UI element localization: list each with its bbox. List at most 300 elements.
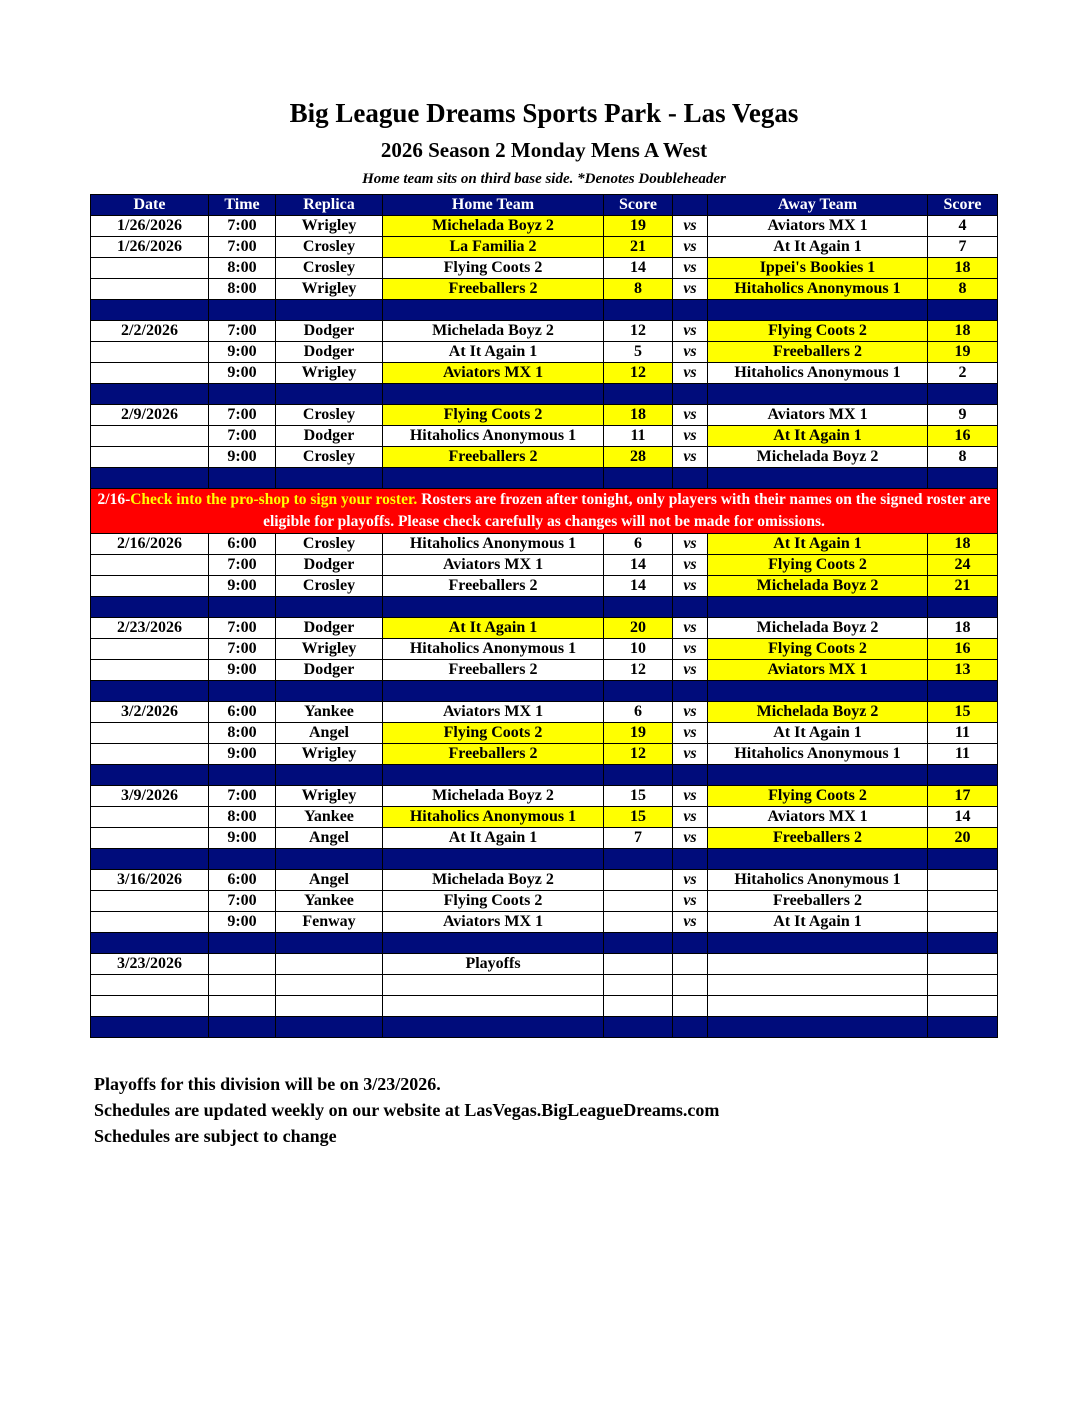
- away-team-cell: Michelada Boyz 2: [708, 447, 928, 468]
- time-cell: 9:00: [209, 660, 276, 681]
- home-team-cell: Aviators MX 1: [383, 363, 604, 384]
- game-row: [91, 702, 998, 723]
- away-team-cell: Michelada Boyz 2: [708, 702, 928, 723]
- away-score-cell: 18: [928, 258, 998, 279]
- time-cell: 8:00: [209, 279, 276, 300]
- away-score-cell: 8: [928, 279, 998, 300]
- schedule-body: [91, 216, 998, 1038]
- home-score-cell: 14: [604, 555, 673, 576]
- separator-cell: [708, 849, 928, 870]
- separator-cell: [928, 300, 998, 321]
- away-team-cell: Freeballers 2: [708, 828, 928, 849]
- date-cell: 1/26/2026: [91, 216, 209, 237]
- separator-cell: [209, 1017, 276, 1038]
- separator-cell: [91, 597, 209, 618]
- home-score-cell: [604, 870, 673, 891]
- home-team-cell: Michelada Boyz 2: [383, 216, 604, 237]
- date-cell: 2/2/2026: [91, 321, 209, 342]
- home-team-cell: Flying Coots 2: [383, 891, 604, 912]
- away-score-cell: 19: [928, 342, 998, 363]
- date-cell: [91, 660, 209, 681]
- date-cell: [91, 723, 209, 744]
- away-score-cell: 8: [928, 447, 998, 468]
- time-cell: 7:00: [209, 786, 276, 807]
- separator-cell: [276, 384, 383, 405]
- vs-cell: vs: [673, 786, 708, 807]
- replica-cell: [276, 954, 383, 975]
- time-cell: 9:00: [209, 447, 276, 468]
- vs-cell: vs: [673, 321, 708, 342]
- home-team-cell: Michelada Boyz 2: [383, 786, 604, 807]
- date-cell: 3/16/2026: [91, 870, 209, 891]
- week-separator-row: [91, 849, 998, 870]
- home-team-cell: Hitaholics Anonymous 1: [383, 639, 604, 660]
- vs-cell: vs: [673, 216, 708, 237]
- home-score-cell: 15: [604, 786, 673, 807]
- separator-cell: [276, 933, 383, 954]
- vs-cell: vs: [673, 807, 708, 828]
- home-team-cell: Hitaholics Anonymous 1: [383, 807, 604, 828]
- game-row: [91, 996, 998, 1017]
- replica-cell: Wrigley: [276, 639, 383, 660]
- away-team-cell: At It Again 1: [708, 426, 928, 447]
- home-team-cell: [383, 996, 604, 1017]
- game-row: [91, 912, 998, 933]
- replica-cell: Crosley: [276, 405, 383, 426]
- replica-cell: Crosley: [276, 534, 383, 555]
- time-cell: 6:00: [209, 534, 276, 555]
- away-score-cell: 17: [928, 786, 998, 807]
- away-team-cell: Aviators MX 1: [708, 216, 928, 237]
- vs-cell: vs: [673, 912, 708, 933]
- roster-notice-row: [91, 489, 998, 534]
- separator-cell: [209, 765, 276, 786]
- time-cell: 9:00: [209, 744, 276, 765]
- time-cell: 7:00: [209, 891, 276, 912]
- time-cell: 6:00: [209, 870, 276, 891]
- week-separator-row: [91, 300, 998, 321]
- home-team-cell: Hitaholics Anonymous 1: [383, 426, 604, 447]
- footer-change-note: Schedules are subject to change: [94, 1126, 337, 1146]
- replica-cell: Crosley: [276, 258, 383, 279]
- separator-cell: [383, 597, 604, 618]
- week-separator-row: [91, 1017, 998, 1038]
- date-cell: [91, 639, 209, 660]
- separator-cell: [91, 1017, 209, 1038]
- date-cell: [91, 891, 209, 912]
- away-team-cell: Ippei's Bookies 1: [708, 258, 928, 279]
- separator-cell: [383, 765, 604, 786]
- separator-cell: [604, 849, 673, 870]
- away-team-cell: Michelada Boyz 2: [708, 576, 928, 597]
- game-row: [91, 237, 998, 258]
- away-score-cell: 18: [928, 618, 998, 639]
- separator-cell: [276, 597, 383, 618]
- replica-cell: Crosley: [276, 447, 383, 468]
- separator-cell: [604, 597, 673, 618]
- home-score-cell: 19: [604, 216, 673, 237]
- vs-cell: vs: [673, 447, 708, 468]
- date-cell: [91, 975, 209, 996]
- away-score-cell: 24: [928, 555, 998, 576]
- time-cell: 7:00: [209, 237, 276, 258]
- home-score-cell: 8: [604, 279, 673, 300]
- week-separator-row: [91, 765, 998, 786]
- time-cell: 9:00: [209, 342, 276, 363]
- replica-cell: Angel: [276, 870, 383, 891]
- away-score-cell: 18: [928, 321, 998, 342]
- date-cell: [91, 363, 209, 384]
- date-cell: 1/26/2026: [91, 237, 209, 258]
- separator-cell: [209, 849, 276, 870]
- vs-cell: [673, 996, 708, 1017]
- game-row: [91, 870, 998, 891]
- separator-cell: [708, 681, 928, 702]
- home-score-cell: 21: [604, 237, 673, 258]
- separator-cell: [604, 384, 673, 405]
- date-cell: 3/9/2026: [91, 786, 209, 807]
- schedule-table: [90, 194, 998, 1038]
- away-score-cell: 11: [928, 723, 998, 744]
- vs-cell: vs: [673, 534, 708, 555]
- home-score-cell: 11: [604, 426, 673, 447]
- time-cell: 9:00: [209, 912, 276, 933]
- vs-cell: [673, 975, 708, 996]
- home-team-cell: Freeballers 2: [383, 576, 604, 597]
- vs-cell: vs: [673, 744, 708, 765]
- time-cell: 7:00: [209, 555, 276, 576]
- away-score-cell: 7: [928, 237, 998, 258]
- time-cell: 7:00: [209, 618, 276, 639]
- away-team-cell: Flying Coots 2: [708, 555, 928, 576]
- away-score-cell: 14: [928, 807, 998, 828]
- away-score-cell: 21: [928, 576, 998, 597]
- week-separator-row: [91, 681, 998, 702]
- game-row: [91, 279, 998, 300]
- home-score-cell: 12: [604, 660, 673, 681]
- separator-cell: [276, 765, 383, 786]
- away-score-cell: 20: [928, 828, 998, 849]
- replica-cell: [276, 996, 383, 1017]
- separator-cell: [383, 1017, 604, 1038]
- separator-cell: [673, 933, 708, 954]
- date-cell: [91, 426, 209, 447]
- date-cell: [91, 912, 209, 933]
- away-score-cell: [928, 912, 998, 933]
- table-header-row: [91, 195, 998, 216]
- separator-cell: [928, 1017, 998, 1038]
- separator-cell: [91, 765, 209, 786]
- home-score-cell: [604, 912, 673, 933]
- time-cell: 9:00: [209, 828, 276, 849]
- game-row: [91, 258, 998, 279]
- footer-playoffs-note: Playoffs for this division will be on 3/23/2026.: [94, 1074, 441, 1094]
- replica-cell: Yankee: [276, 891, 383, 912]
- away-team-cell: At It Again 1: [708, 534, 928, 555]
- replica-cell: Dodger: [276, 426, 383, 447]
- time-cell: [209, 975, 276, 996]
- game-row: [91, 576, 998, 597]
- time-cell: 9:00: [209, 576, 276, 597]
- replica-cell: Dodger: [276, 555, 383, 576]
- away-team-cell: Hitaholics Anonymous 1: [708, 279, 928, 300]
- home-team-cell: [383, 975, 604, 996]
- game-row: [91, 828, 998, 849]
- game-row: [91, 342, 998, 363]
- time-cell: 7:00: [209, 216, 276, 237]
- week-separator-row: [91, 384, 998, 405]
- home-score-cell: 18: [604, 405, 673, 426]
- separator-cell: [604, 468, 673, 489]
- col-header-date: Date: [91, 195, 209, 216]
- vs-cell: vs: [673, 279, 708, 300]
- separator-cell: [276, 849, 383, 870]
- separator-cell: [604, 1017, 673, 1038]
- week-separator-row: [91, 597, 998, 618]
- replica-cell: [276, 975, 383, 996]
- home-team-cell: Hitaholics Anonymous 1: [383, 534, 604, 555]
- separator-cell: [604, 681, 673, 702]
- date-cell: [91, 996, 209, 1017]
- game-row: [91, 639, 998, 660]
- week-separator-row: [91, 933, 998, 954]
- separator-cell: [276, 681, 383, 702]
- home-team-cell: Freeballers 2: [383, 279, 604, 300]
- home-team-cell: Flying Coots 2: [383, 258, 604, 279]
- time-cell: [209, 954, 276, 975]
- separator-cell: [383, 468, 604, 489]
- away-score-cell: 15: [928, 702, 998, 723]
- replica-cell: Crosley: [276, 576, 383, 597]
- home-score-cell: 28: [604, 447, 673, 468]
- separator-cell: [928, 681, 998, 702]
- separator-cell: [383, 681, 604, 702]
- game-row: [91, 723, 998, 744]
- separator-cell: [383, 384, 604, 405]
- col-header-home-team: Home Team: [383, 195, 604, 216]
- away-team-cell: Michelada Boyz 2: [708, 618, 928, 639]
- home-score-cell: [604, 996, 673, 1017]
- home-score-cell: 12: [604, 744, 673, 765]
- col-header-away-score: Score: [928, 195, 998, 216]
- away-score-cell: 18: [928, 534, 998, 555]
- separator-cell: [91, 681, 209, 702]
- home-score-cell: [604, 891, 673, 912]
- home-team-cell: At It Again 1: [383, 618, 604, 639]
- col-header-replica: Replica: [276, 195, 383, 216]
- away-score-cell: [928, 954, 998, 975]
- separator-cell: [604, 765, 673, 786]
- separator-cell: [91, 300, 209, 321]
- home-score-cell: 6: [604, 702, 673, 723]
- separator-cell: [209, 384, 276, 405]
- home-team-cell: Aviators MX 1: [383, 702, 604, 723]
- away-team-cell: At It Again 1: [708, 912, 928, 933]
- vs-cell: vs: [673, 237, 708, 258]
- game-row: [91, 807, 998, 828]
- game-row: [91, 216, 998, 237]
- time-cell: 6:00: [209, 702, 276, 723]
- away-team-cell: Freeballers 2: [708, 342, 928, 363]
- away-score-cell: 11: [928, 744, 998, 765]
- away-score-cell: 13: [928, 660, 998, 681]
- col-header-vs: [673, 195, 708, 216]
- separator-cell: [209, 597, 276, 618]
- date-cell: 2/16/2026: [91, 534, 209, 555]
- away-team-cell: Aviators MX 1: [708, 405, 928, 426]
- separator-cell: [604, 933, 673, 954]
- col-header-home-score: Score: [604, 195, 673, 216]
- game-row: [91, 447, 998, 468]
- vs-cell: vs: [673, 660, 708, 681]
- time-cell: 8:00: [209, 258, 276, 279]
- date-cell: 3/23/2026: [91, 954, 209, 975]
- home-team-cell: Michelada Boyz 2: [383, 321, 604, 342]
- separator-cell: [673, 849, 708, 870]
- away-team-cell: Flying Coots 2: [708, 321, 928, 342]
- replica-cell: Wrigley: [276, 744, 383, 765]
- game-row: [91, 405, 998, 426]
- replica-cell: Angel: [276, 828, 383, 849]
- separator-cell: [209, 681, 276, 702]
- separator-cell: [673, 468, 708, 489]
- date-cell: 2/9/2026: [91, 405, 209, 426]
- home-team-cell: Aviators MX 1: [383, 912, 604, 933]
- separator-cell: [91, 468, 209, 489]
- home-score-cell: 15: [604, 807, 673, 828]
- game-row: [91, 660, 998, 681]
- away-score-cell: 16: [928, 639, 998, 660]
- replica-cell: Dodger: [276, 660, 383, 681]
- time-cell: [209, 996, 276, 1017]
- separator-cell: [209, 300, 276, 321]
- game-row: [91, 891, 998, 912]
- home-score-cell: 12: [604, 363, 673, 384]
- away-team-cell: Hitaholics Anonymous 1: [708, 744, 928, 765]
- separator-cell: [673, 384, 708, 405]
- replica-cell: Wrigley: [276, 363, 383, 384]
- vs-cell: vs: [673, 576, 708, 597]
- away-score-cell: [928, 996, 998, 1017]
- game-row: [91, 555, 998, 576]
- home-score-cell: 6: [604, 534, 673, 555]
- separator-cell: [928, 384, 998, 405]
- away-team-cell: Aviators MX 1: [708, 807, 928, 828]
- vs-cell: vs: [673, 363, 708, 384]
- away-team-cell: [708, 996, 928, 1017]
- vs-cell: vs: [673, 723, 708, 744]
- date-cell: [91, 807, 209, 828]
- game-row: [91, 363, 998, 384]
- time-cell: 7:00: [209, 405, 276, 426]
- away-team-cell: Hitaholics Anonymous 1: [708, 363, 928, 384]
- replica-cell: Wrigley: [276, 279, 383, 300]
- separator-cell: [708, 597, 928, 618]
- separator-cell: [928, 765, 998, 786]
- away-team-cell: Hitaholics Anonymous 1: [708, 870, 928, 891]
- date-cell: 3/2/2026: [91, 702, 209, 723]
- date-cell: [91, 279, 209, 300]
- home-team-cell: Flying Coots 2: [383, 723, 604, 744]
- home-score-cell: 14: [604, 576, 673, 597]
- separator-cell: [276, 468, 383, 489]
- separator-cell: [383, 300, 604, 321]
- away-team-cell: Freeballers 2: [708, 891, 928, 912]
- separator-cell: [91, 933, 209, 954]
- separator-cell: [673, 765, 708, 786]
- replica-cell: Crosley: [276, 237, 383, 258]
- game-row: [91, 321, 998, 342]
- home-team-cell: Aviators MX 1: [383, 555, 604, 576]
- separator-cell: [708, 1017, 928, 1038]
- separator-cell: [276, 300, 383, 321]
- separator-cell: [91, 384, 209, 405]
- page-subtitle: 2026 Season 2 Monday Mens A West: [380, 138, 708, 162]
- date-cell: [91, 447, 209, 468]
- date-cell: 2/23/2026: [91, 618, 209, 639]
- vs-cell: vs: [673, 618, 708, 639]
- separator-cell: [928, 933, 998, 954]
- vs-cell: vs: [673, 258, 708, 279]
- separator-cell: [708, 933, 928, 954]
- away-score-cell: [928, 891, 998, 912]
- home-score-cell: 10: [604, 639, 673, 660]
- vs-cell: vs: [673, 702, 708, 723]
- away-score-cell: [928, 870, 998, 891]
- footer-website-note: Schedules are updated weekly on our website at LasVegas.BigLeagueDreams.com: [94, 1100, 720, 1120]
- time-cell: 8:00: [209, 807, 276, 828]
- date-cell: [91, 342, 209, 363]
- home-score-cell: 5: [604, 342, 673, 363]
- replica-cell: Yankee: [276, 807, 383, 828]
- notice-prefix: 2/16-: [97, 491, 131, 508]
- away-team-cell: Flying Coots 2: [708, 639, 928, 660]
- home-team-cell: Flying Coots 2: [383, 405, 604, 426]
- replica-cell: Dodger: [276, 342, 383, 363]
- schedule-note: Home team sits on third base side. *Denotes Doubleheader: [362, 171, 726, 187]
- home-score-cell: [604, 975, 673, 996]
- time-cell: 7:00: [209, 639, 276, 660]
- vs-cell: vs: [673, 342, 708, 363]
- separator-cell: [928, 468, 998, 489]
- vs-cell: vs: [673, 426, 708, 447]
- separator-cell: [209, 468, 276, 489]
- roster-notice: [91, 489, 998, 534]
- home-team-cell: Freeballers 2: [383, 660, 604, 681]
- game-row: [91, 954, 998, 975]
- vs-cell: vs: [673, 828, 708, 849]
- col-header-away-team: Away Team: [708, 195, 928, 216]
- separator-cell: [708, 468, 928, 489]
- replica-cell: Yankee: [276, 702, 383, 723]
- away-score-cell: [928, 975, 998, 996]
- game-row: [91, 534, 998, 555]
- home-score-cell: [604, 954, 673, 975]
- home-score-cell: 19: [604, 723, 673, 744]
- home-score-cell: 12: [604, 321, 673, 342]
- home-team-cell: At It Again 1: [383, 828, 604, 849]
- separator-cell: [383, 849, 604, 870]
- separator-cell: [708, 765, 928, 786]
- time-cell: 8:00: [209, 723, 276, 744]
- vs-cell: vs: [673, 870, 708, 891]
- vs-cell: vs: [673, 405, 708, 426]
- replica-cell: Fenway: [276, 912, 383, 933]
- replica-cell: Dodger: [276, 618, 383, 639]
- game-row: [91, 426, 998, 447]
- separator-cell: [91, 849, 209, 870]
- vs-cell: vs: [673, 639, 708, 660]
